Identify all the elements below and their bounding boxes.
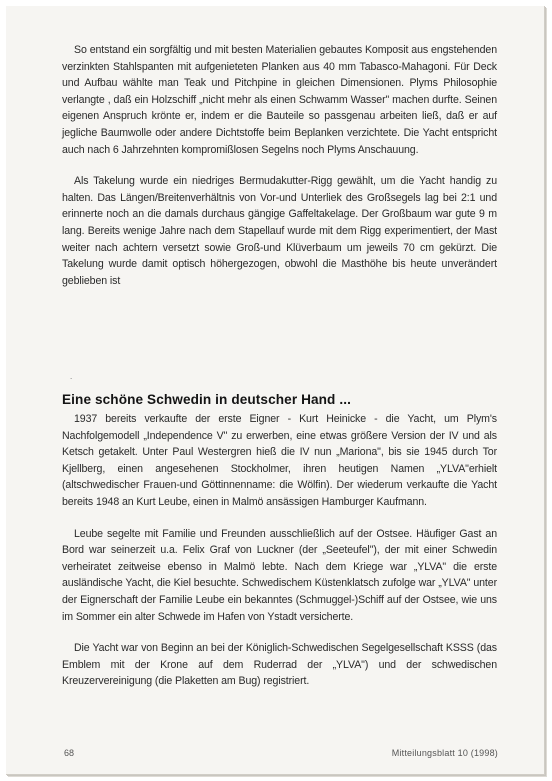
section-heading: Eine schöne Schwedin in deutscher Hand ... xyxy=(62,392,351,407)
page-number: 68 xyxy=(64,748,75,758)
paragraph-rigging: Als Takelung wurde ein niedriges Bermudakutter-Rigg gewählt, um die Yacht handig zu halten. Das Längen/Breitenverhältnis von Vor-und Unterliek des Großsegels lag bei 2:1 und erinnerte noch an die damals durchaus gängige Gaffeltakelage. Der Großbaum war gute 9 m lang. Bereits wenige Jahre nach dem Stapellauf wurde mit dem Rigg experimentiert, der Mast weiter nach achtern versetzt sowie Groß-und Klüverbaum um jeweils 70 cm gekürzt. Die Takelung wurde damit optisch höhergezogen, obwohl die Masthöhe bis heute unverändert geblieben ist xyxy=(62,175,497,287)
section-history xyxy=(62,411,497,690)
paragraph-leube: Leube segelte mit Familie und Freunden ausschließlich auf der Ostsee. Häufiger Gast an Bord war seinerzeit u.a. Felix Graf von Luckner (der „Seeteufel"), der mit einer Schwedin verheiratet zeitweise ebenso in Malmö lebte. Nach dem Kriege war „YLVA" die erste ausländische Yacht, die Kiel besuchte. Schwedischem Küstenklatsch zufolge war „YLVA" unter der Eignerschaft der Familie Leube ein bekanntes (Schmuggel-)Schiff auf der Ostsee, wie uns im Sommer ein alter Schwede im Hafen von Ystadt versicherte. xyxy=(62,527,497,623)
paragraph-ownership: 1937 bereits verkaufte der erste Eigner - Kurt Heinicke - die Yacht, um Plym's Nachfolgemodell „Independence V" zu erwerben, eine etwas größere Version der IV und als Ketsch getakelt. Unter Paul Westergren hieß die IV nun „Mariona", bis sie 1945 durch Tor Kjellberg, einen angesehenen Stockholmer, ihren heutigen Namen „YLVA"erhielt (altschwedischer Frauen-und Göttinnenname: die Wölfin). Der wiederum verkaufte die Yacht bereits 1948 an Kurt Leube, einen in Malmö ansässigen Hamburger Kaufmann. xyxy=(62,413,497,508)
paragraph-registration: Die Yacht war von Beginn an bei der Königlich-Schwedischen Segelgesellschaft KSSS (das Emblem mit der Krone auf dem Ruderrad der „YLVA") und der schwedischen Kreuzervereinigung (die Plaketten am Bug) registriert. xyxy=(62,642,497,688)
document-page xyxy=(6,6,545,775)
stray-mark: . xyxy=(70,372,73,381)
paragraph-construction: So entstand ein sorgfältig und mit besten Materialien gebautes Komposit aus engstehenden verzinkten Stahlspanten mit aufgenieteten Planken aus 40 mm Tabasco-Mahagoni. Für Deck und Aufbau wählte man Teak und Pitchpine in gleichen Dimensionen. Plyms Philosophie verlangte , daß ein Holzschiff „nicht mehr als einen Schwamm Wasser" machen durfte. Seinen eigenen Anspruch krönte er, indem er die Bauteile so passgenau arbeiten ließ, daß er auf jegliche Baumwolle oder andere Dichtstoffe beim Beplanken verzichtete. Die Yacht entspricht auch nach 6 Jahrzehnten kompromißlosen Segelns noch Plyms Anschauung. xyxy=(62,44,497,156)
section-intro xyxy=(62,42,497,289)
publication-info: Mitteilungsblatt 10 (1998) xyxy=(391,748,498,758)
